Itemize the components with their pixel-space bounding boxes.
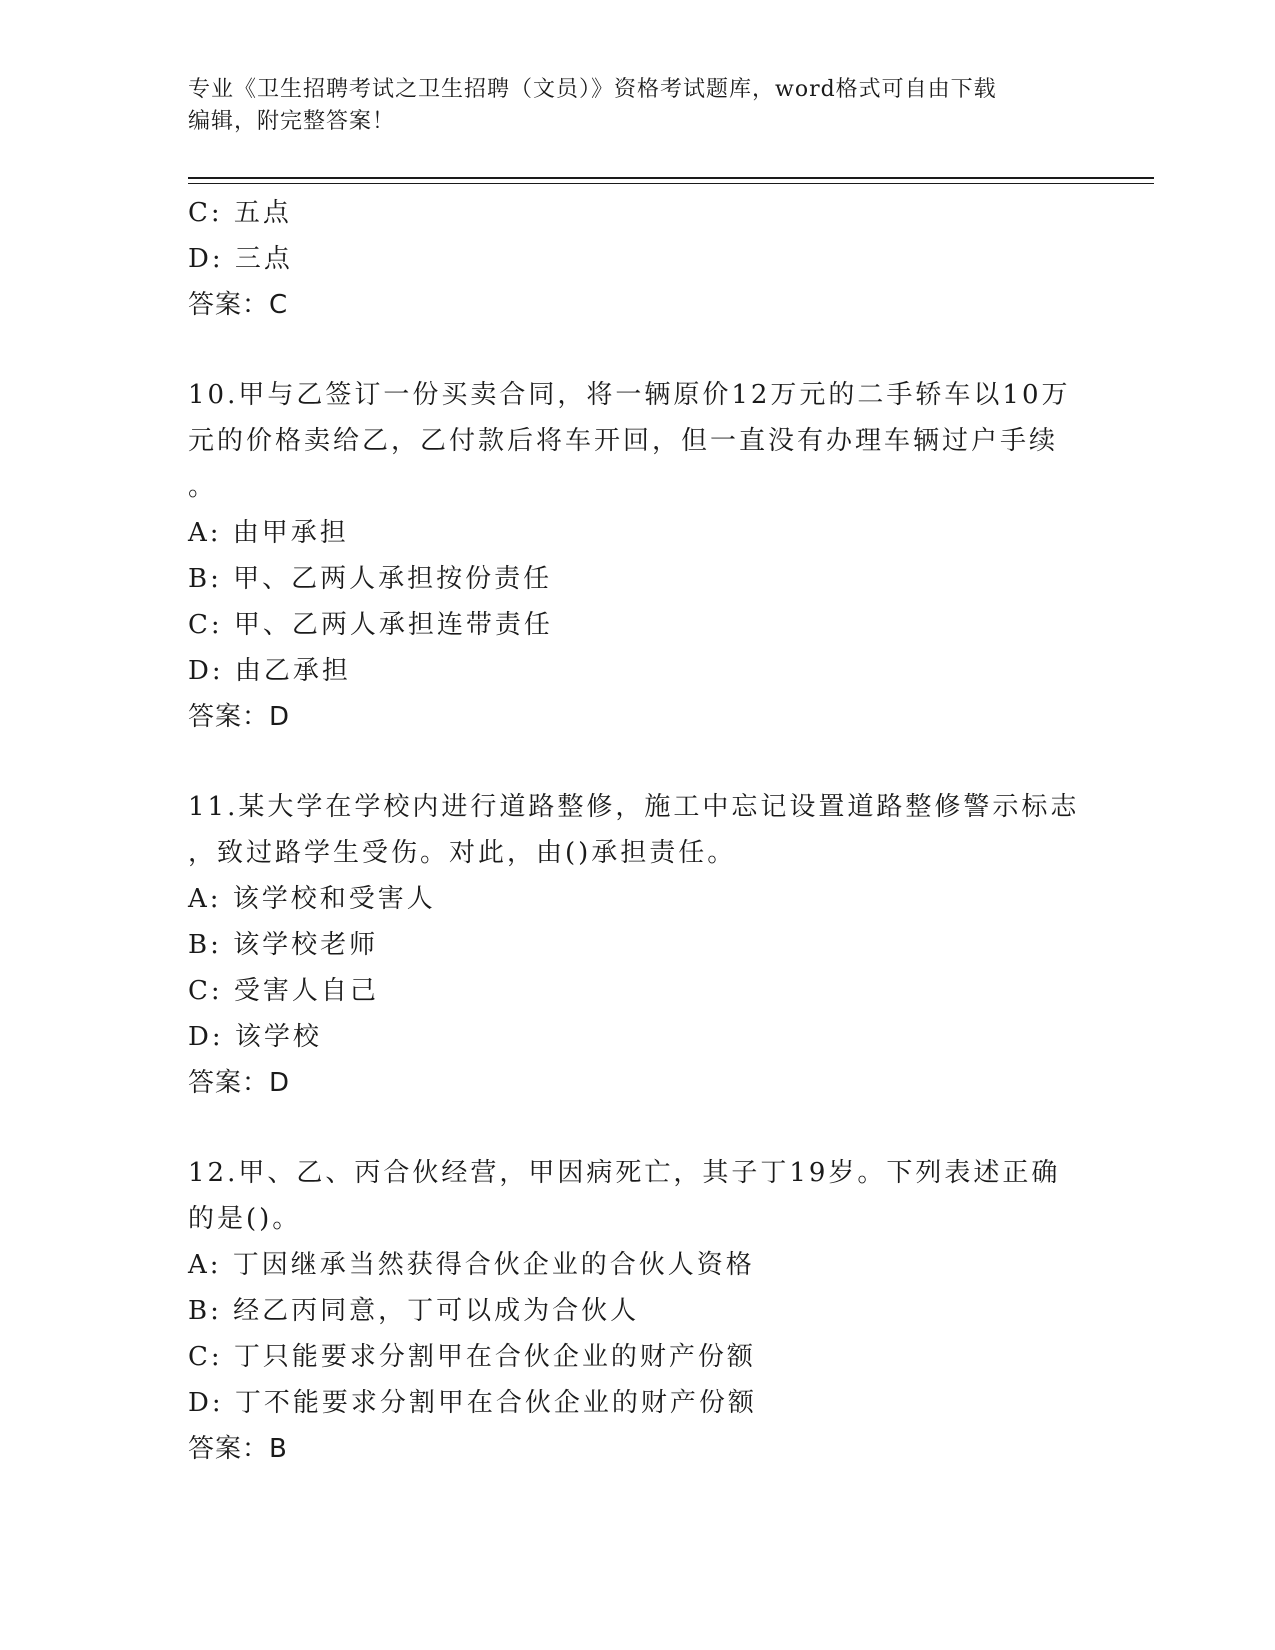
option-a: A: 由甲承担	[188, 518, 349, 548]
option-a: A: 丁因继承当然获得合伙企业的合伙人资格	[188, 1250, 755, 1280]
option-b: B: 甲、乙两人承担按份责任	[188, 564, 553, 594]
question-text	[188, 372, 1071, 510]
question-text-line: 元的价格卖给乙，乙付款后将车开回，但一直没有办理车辆过户手续	[188, 426, 1059, 456]
answer-line: 答案：B	[188, 1434, 288, 1464]
option-c: C: 丁只能要求分割甲在合伙企业的财产份额	[188, 1342, 756, 1372]
question-10	[188, 372, 1088, 740]
option-d: D: 由乙承担	[188, 656, 351, 686]
option-d: D: 丁不能要求分割甲在合伙企业的财产份额	[188, 1388, 757, 1418]
question-text-line: 12.甲、乙、丙合伙经营，甲因病死亡，其子丁19岁。下列表述正确	[188, 1158, 1061, 1188]
header-divider-thin	[188, 183, 1154, 184]
option-c: C: 甲、乙两人承担连带责任	[188, 610, 553, 640]
option-b: B: 经乙丙同意，丁可以成为合伙人	[188, 1296, 640, 1326]
option-c: C: 五点	[188, 198, 292, 228]
question-text-line: 11.某大学在学校内进行道路整修，施工中忘记设置道路整修警示标志	[188, 792, 1080, 822]
question-12	[188, 1150, 1088, 1472]
question-text-line: 的是()。	[188, 1204, 302, 1234]
question-text-line: 10.甲与乙签订一份买卖合同，将一辆原价12万元的二手轿车以10万	[188, 380, 1071, 410]
answer-line: 答案：D	[188, 702, 291, 732]
question-text-line: 。	[188, 472, 218, 502]
document-header	[188, 74, 1088, 138]
answer-line: 答案：C	[188, 290, 289, 320]
option-a: A: 该学校和受害人	[188, 884, 436, 914]
question-text-line: ，致过路学生受伤。对此，由()承担责任。	[188, 838, 737, 868]
header-line-1: 专业《卫生招聘考试之卫生招聘（文员）》资格考试题库，word格式可自由下载	[188, 77, 997, 102]
previous-question-tail	[188, 190, 1088, 328]
option-c: C: 受害人自己	[188, 976, 379, 1006]
question-11	[188, 784, 1088, 1106]
option-d: D: 该学校	[188, 1022, 322, 1052]
header-divider-thick	[188, 177, 1154, 179]
document-body	[188, 190, 1088, 1472]
header-line-2: 编辑，附完整答案！	[188, 109, 396, 134]
answer-line: 答案：D	[188, 1068, 291, 1098]
question-text	[188, 784, 1080, 876]
question-text	[188, 1150, 1068, 1242]
option-d: D: 三点	[188, 244, 293, 274]
option-b: B: 该学校老师	[188, 930, 379, 960]
